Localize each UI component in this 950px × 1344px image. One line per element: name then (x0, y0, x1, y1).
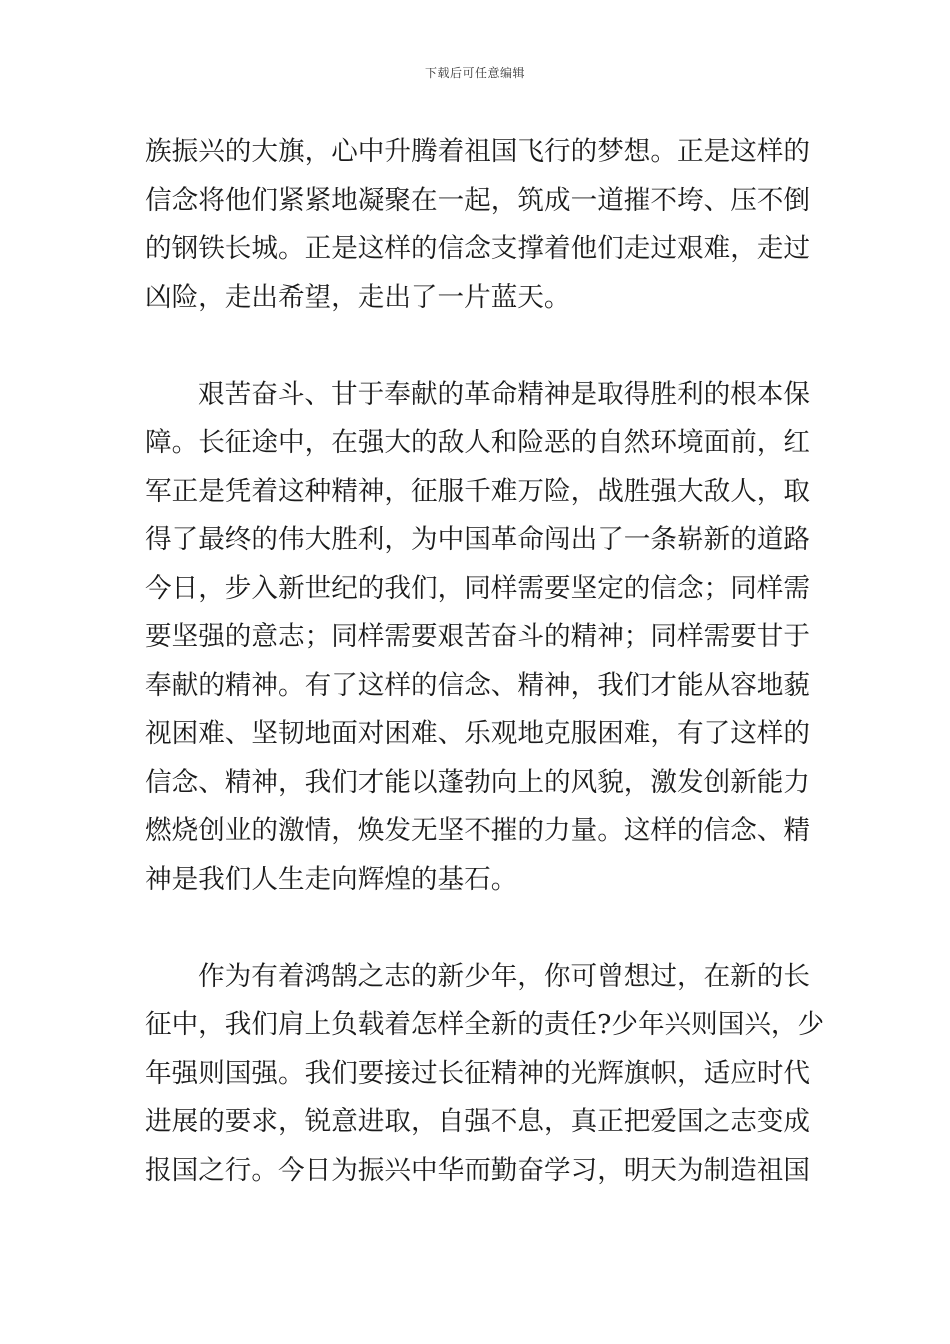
text-line: 艰苦奋斗、甘于奉献的革命精神是取得胜利的根本保 (198, 378, 810, 410)
text-line: 报国之行。今日为振兴中华而勤奋学习，明天为制造祖国 (145, 1154, 810, 1186)
paragraph-2 (145, 371, 810, 905)
text-line: 进展的要求，锐意进取，自强不息，真正把爱国之志变成 (145, 1106, 810, 1137)
text-line: 信念将他们紧紧地凝聚在一起，筑成一道摧不垮、压不倒 (145, 184, 810, 216)
text-line: 作为有着鸿鹄之志的新少年，你可曾想过，在新的长 (198, 960, 810, 992)
text-line: 族振兴的大旗，心中升腾着祖国飞行的梦想。正是这样的 (145, 136, 810, 167)
paragraph-gap (145, 322, 810, 371)
paragraph-gap (145, 904, 810, 953)
text-line: 凶险，走出希望，走出了一片蓝天。 (145, 281, 571, 313)
paragraph-3 (145, 953, 825, 1196)
text-line: 的钢铁长城。正是这样的信念支撑着他们走过艰难，走过 (145, 233, 810, 264)
paragraph-1 (145, 128, 810, 322)
text-line: 今日，步入新世纪的我们，同样需要坚定的信念；同样需 (145, 572, 810, 604)
text-line: 得了最终的伟大胜利，为中国革命闯出了一条崭新的道路 (145, 524, 810, 555)
page-header: 下载后可任意编辑 (424, 66, 525, 80)
text-line: 征中，我们肩上负载着怎样全新的责任?少年兴则国兴，少 (145, 1009, 825, 1040)
document-body (145, 128, 825, 1195)
text-line: 燃烧创业的激情，焕发无坚不摧的力量。这样的信念、精 (145, 815, 810, 846)
text-line: 障。长征途中，在强大的敌人和险恶的自然环境面前，红 (145, 427, 810, 458)
text-line: 年强则国强。我们要接过长征精神的光辉旗帜，适应时代 (145, 1057, 810, 1089)
text-line: 奉献的精神。有了这样的信念、精神，我们才能从容地藐 (145, 669, 810, 701)
text-line: 信念、精神，我们才能以蓬勃向上的风貌，激发创新能力 (145, 766, 810, 798)
text-line: 视困难、坚韧地面对困难、乐观地克服困难，有了这样的 (145, 718, 810, 749)
text-line: 要坚强的意志；同样需要艰苦奋斗的精神；同样需要甘于 (145, 621, 810, 652)
text-line: 神是我们人生走向辉煌的基石。 (145, 863, 518, 895)
text-line: 军正是凭着这种精神，征服千难万险，战胜强大敌人，取 (145, 475, 810, 507)
